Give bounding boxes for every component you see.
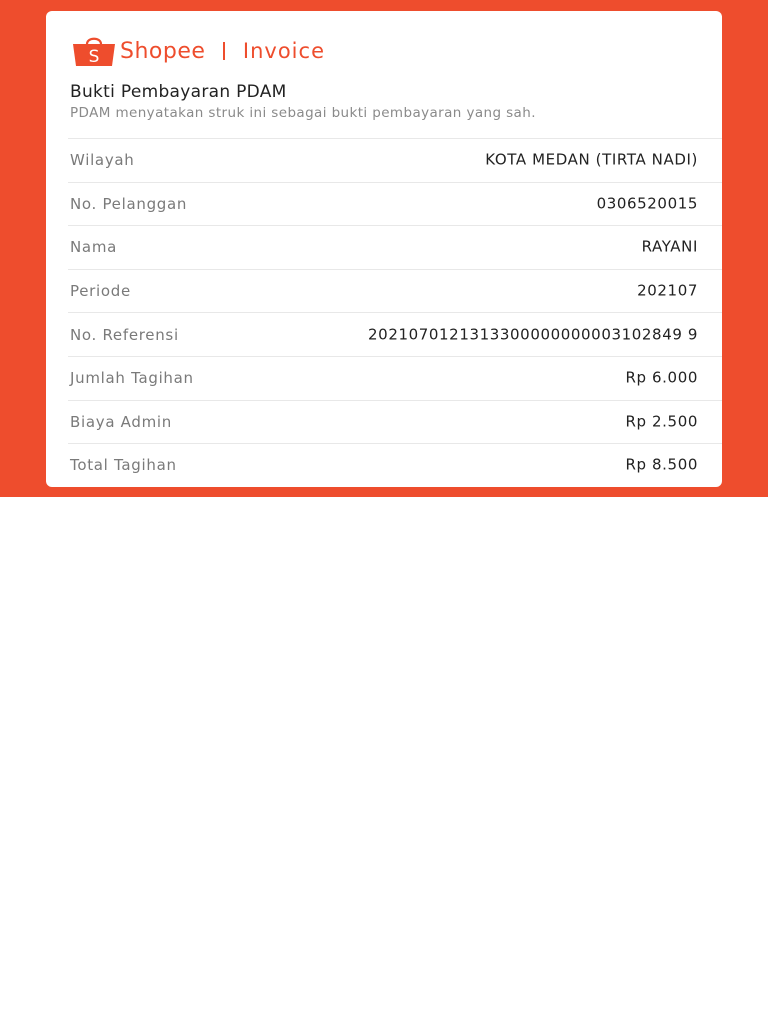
svg-text:S: S [88, 47, 100, 67]
receipt-subtitle: PDAM menyatakan struk ini sebagai bukti pembayaran yang sah. [70, 105, 536, 121]
detail-label: Total Tagihan [70, 456, 177, 475]
detail-value: Rp 2.500 [625, 412, 698, 431]
detail-label: No. Referensi [70, 325, 179, 344]
brand-header [70, 33, 325, 69]
detail-value: KOTA MEDAN (TIRTA NADI) [485, 150, 698, 169]
detail-row-total-tagihan [68, 443, 722, 487]
detail-value: Rp 8.500 [625, 455, 698, 474]
detail-row-jumlah-tagihan [68, 356, 722, 400]
detail-value: Rp 6.000 [625, 368, 698, 387]
detail-value: 0306520015 [596, 194, 698, 213]
detail-value: RAYANI [641, 237, 698, 256]
detail-row-nama [68, 225, 722, 269]
receipt-title: Bukti Pembayaran PDAM [70, 82, 287, 102]
invoice-card [46, 11, 722, 487]
detail-label: Wilayah [70, 151, 135, 170]
invoice-label: Invoice [242, 39, 325, 63]
detail-row-referensi [68, 312, 722, 356]
brand-separator [223, 42, 225, 60]
detail-label: No. Pelanggan [70, 194, 188, 213]
detail-label: Jumlah Tagihan [70, 369, 194, 388]
detail-row-biaya-admin [68, 400, 722, 444]
receipt-details [68, 138, 722, 487]
shopee-bag-icon [70, 35, 118, 67]
detail-row-periode [68, 269, 722, 313]
detail-value: 202107 [637, 281, 698, 300]
detail-label: Nama [70, 238, 118, 257]
brand-name: Shopee [120, 38, 206, 64]
detail-label: Biaya Admin [70, 412, 172, 431]
detail-row-wilayah [68, 138, 722, 182]
detail-value: 2021070121313300000000003102849 9 [368, 325, 698, 344]
detail-row-pelanggan [68, 182, 722, 226]
detail-label: Periode [70, 282, 131, 301]
